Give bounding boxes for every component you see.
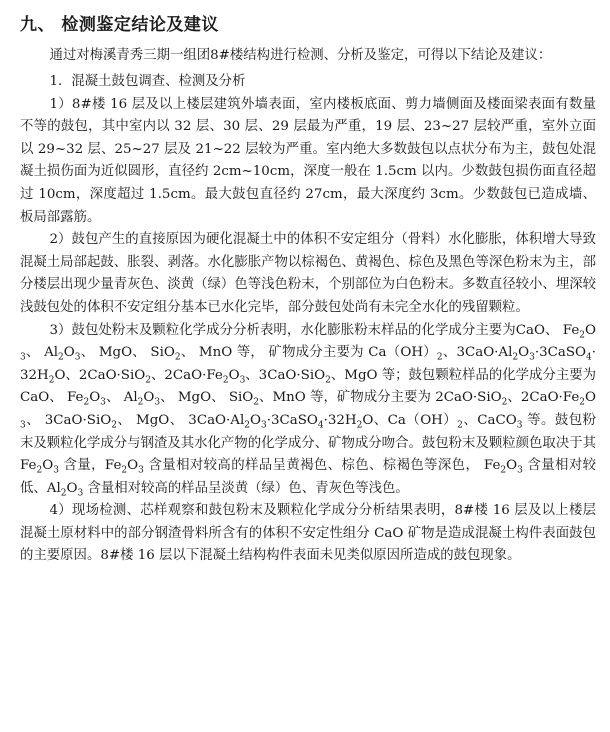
- section-heading: 九、 检测鉴定结论及建议: [20, 15, 219, 35]
- intro-paragraph: 通过对梅溪青秀三期一组团8#楼结构进行检测、分析及鉴定，可得以下结论及建议：: [49, 48, 552, 63]
- subsection-title: 1．混凝土鼓包调查、检测及分析: [49, 73, 246, 89]
- paragraph-1: 1）8#楼 16 层及以上楼层建筑外墙表面，室内楼板底面、剪力墙侧面及楼面梁表面有数量不等的鼓包，其中室内以 32 层、30 层、29 层最为严重，19 层、23~27 层较严重，室外立面以 29~32 层、25~27 层及 21~22 层较为严重。室内绝大多数鼓包以点状分布为主，鼓包处混凝土损伤面为近似圆形，直径约 2cm~10cm，深度一般在 1.5cm 以内。少数鼓包损伤面直径超过 10cm，深度超过 1.5cm。最大鼓包直径约 27cm，最大深度约 3cm。少数鼓包已造成墙、板局部露筋。: [20, 96, 596, 225]
- paragraph-3: 3）鼓包处粉末及颗粒化学成分分析表明，水化膨胀粉末样品的化学成分主要为CaO、 $Fe_2O_3$、 $Al_2O_3$、 MgO、 SiO$_2$、 MnO 等， 矿物成分主要为 $Ca(OH)_2$、$3CaO\cdot Al_2O_3\cdot 3CaSO_4\cdot 32H_2O$、2CaO·SiO$_2$、$2CaO\cdot Fe_2O_3$、3CaO·SiO$_2$、MgO 等；鼓包颗粒样品的化学成分主要为 CaO、 $Fe_2O_3$、 $Al_2O_3$、 MgO、 SiO$_2$、MnO 等，矿物成分主要为 2CaO·SiO$_2$、$2CaO\cdot Fe_2O_3$、 3CaO·SiO$_2$、 MgO、 $3CaO\cdot Al_2O_3\cdot 3CaSO_4\cdot 32H_2O$、$Ca(OH)_2$、CaCO$_3$ 等。鼓包粉末及颗粒化学成分与钢渣及其水化产物的化学成分、矿物成分吻合。鼓包粉末及颗粒颜色取决于其 $Fe_2O_3$ 含量，$Fe_2O_3$ 含量相对较高的样品呈黄褐色、棕色、棕褐色等深色， $Fe_2O_3$ 含量相对较低、$Al_2O_3$ 含量相对较高的样品呈淡黄（绿）色、青灰色等浅色。: [20, 322, 597, 499]
- paragraph-4: 4）现场检测、芯样观察和鼓包粉末及颗粒化学成分分析结果表明，8#楼 16 层及以上楼层混凝土原材料中的部分钢渣骨料所含有的体积不安定性组分 CaO 矿物是造成混凝土构件表面鼓包的主要原因。8#楼 16 层以下混凝土结构构件表面未见类似原因所造成的鼓包现象。: [20, 503, 596, 564]
- paragraph-2: 2）鼓包产生的直接原因为硬化混凝土中的体积不安定组分（骨料）水化膨胀，体积增大导致混凝土局部起鼓、胀裂、剥落。水化膨胀产物以棕褐色、黄褐色、棕色及黑色等深色粉末为主，部分楼层出现少量青灰色、淡黄（绿）色等浅色粉末，个别部位为白色粉末。多数直径较小、埋深较浅鼓包处的体积不安定组分基本已水化完毕，部分鼓包处尚有未完全水化的残留颗粒。: [20, 232, 596, 315]
